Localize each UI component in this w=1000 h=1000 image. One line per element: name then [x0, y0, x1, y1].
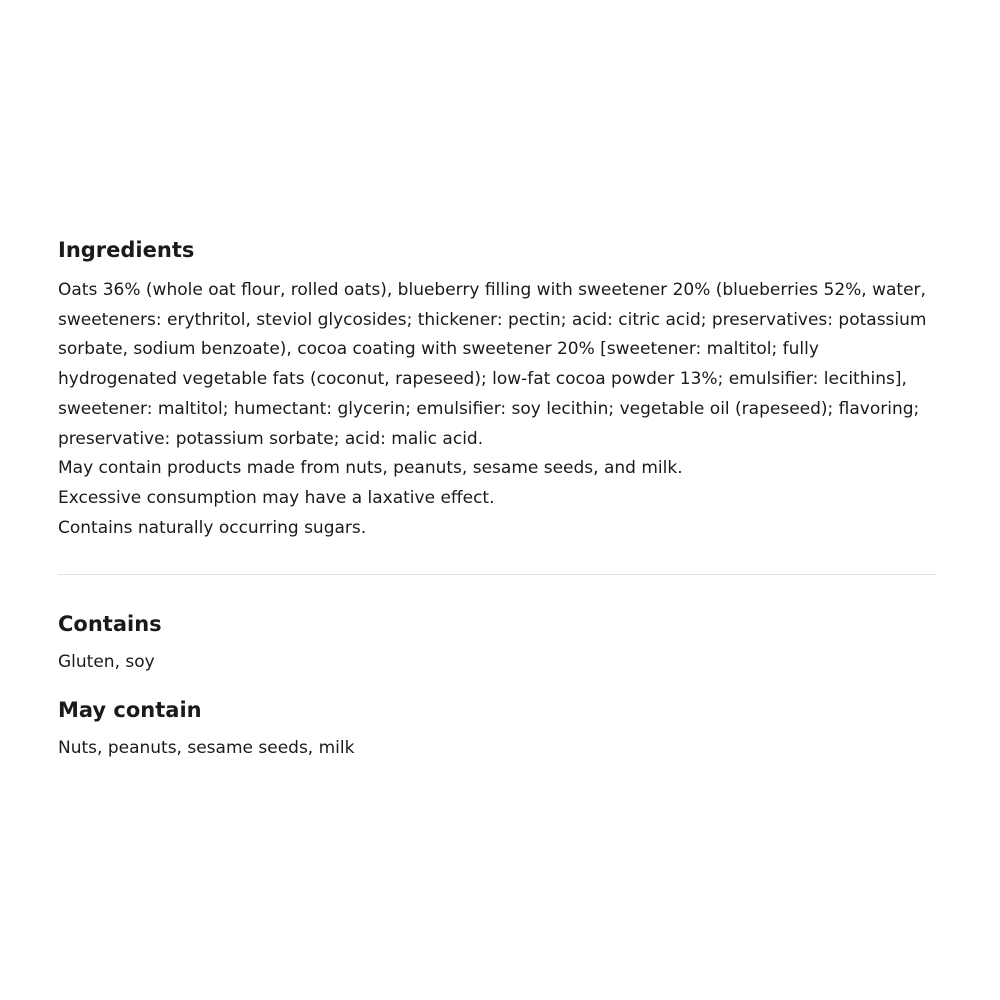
ingredients-section	[58, 234, 938, 543]
may-contain-list: Nuts, peanuts, sesame seeds, milk	[58, 738, 355, 759]
may-contain-note: May contain products made from nuts, peanuts, sesame seeds, and milk.	[58, 458, 683, 479]
sugars-note: Contains naturally occurring sugars.	[58, 517, 367, 538]
contains-list: Gluten, soy	[58, 652, 155, 673]
allergen-info-panel	[58, 234, 938, 764]
section-divider	[58, 574, 936, 575]
ingredients-heading: Ingredients	[58, 238, 195, 262]
laxative-warning: Excessive consumption may have a laxative effect.	[58, 487, 495, 508]
may-contain-heading: May contain	[58, 698, 202, 723]
contains-heading: Contains	[58, 612, 162, 637]
may-contain-section	[58, 694, 938, 764]
ingredients-list: Oats 36% (whole oat flour, rolled oats), blueberry filling with sweetener 20% (blueberries 52%, water, sweeteners: erythritol, steviol glycosides; thickener: pectin; acid: citric acid; preservatives: potassium sorbate, sodium benzoate), cocoa coating with sweetener 20% [sweetener: maltitol; fully hydrogenated vegetable fats (coconut, rapeseed); low-fat cocoa powder 13%; emulsifier: lecithins], sweetener: maltitol; humectant: glycerin; emulsifier: soy lecithin; vegetable oil (rapeseed); flavoring; preservative: potassium sorbate; acid: malic acid.	[58, 280, 927, 449]
contains-section	[58, 608, 938, 678]
